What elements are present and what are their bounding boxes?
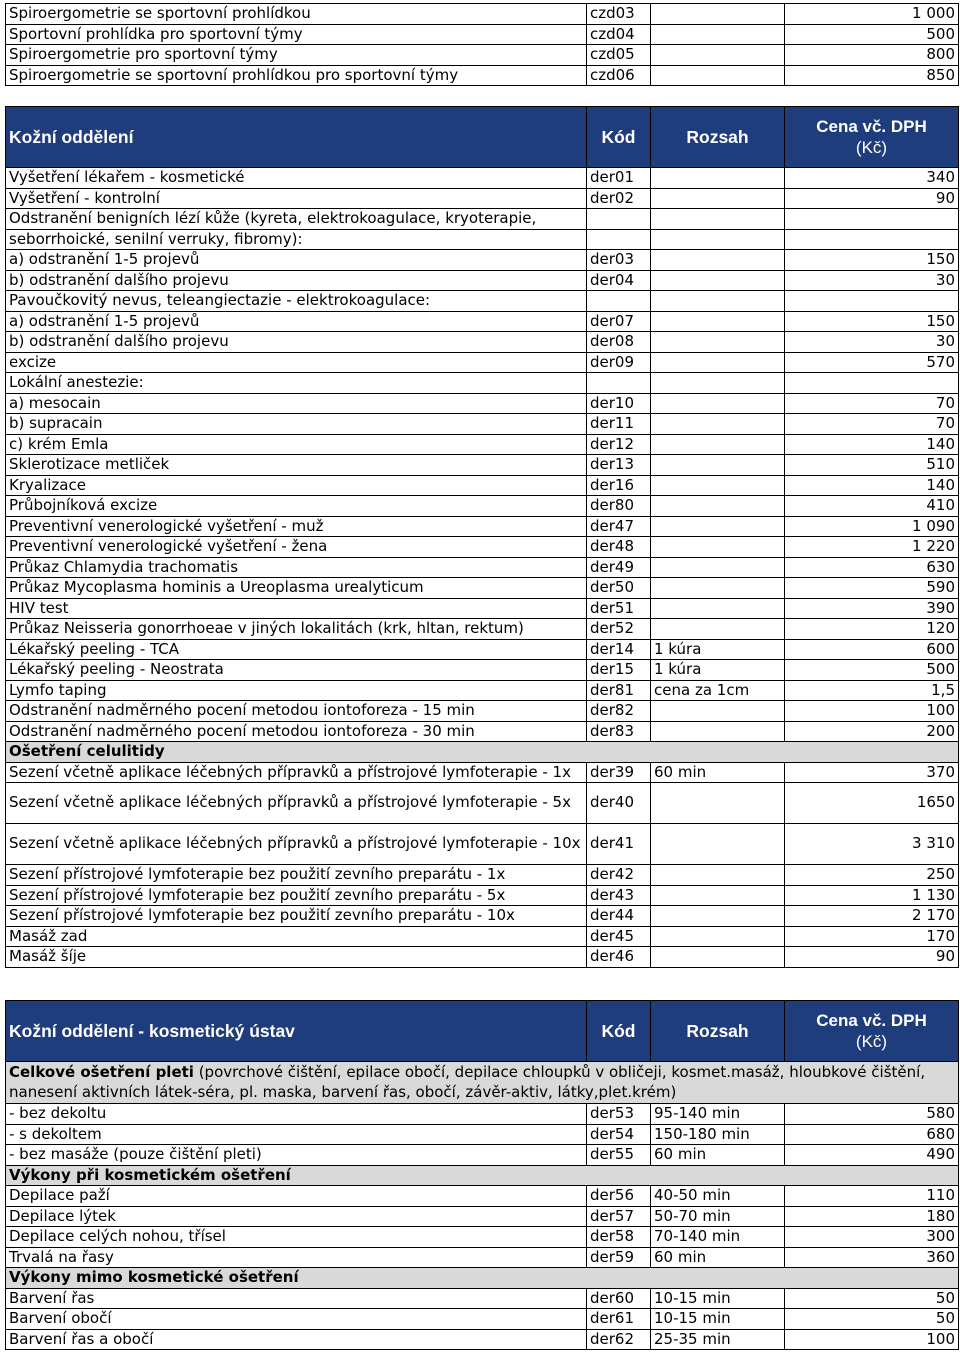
code-column-header: Kód — [587, 1001, 651, 1062]
service-name: Lokální anestezie: — [6, 373, 587, 394]
full-skin-treatment-rows — [6, 1104, 959, 1166]
service-code: der02 — [587, 188, 651, 209]
service-price: 50 — [785, 1288, 959, 1309]
service-code: der51 — [587, 598, 651, 619]
service-range — [651, 229, 785, 250]
service-name: Trvalá na řasy — [6, 1247, 587, 1268]
price-row — [6, 1124, 959, 1145]
price-row — [6, 434, 959, 455]
service-code: der42 — [587, 865, 651, 886]
price-row — [6, 250, 959, 271]
service-code: der80 — [587, 496, 651, 517]
service-name: Kryalizace — [6, 475, 587, 496]
service-name: Sezení včetně aplikace léčebných přípravků a přístrojové lymfoterapie - 10x — [6, 824, 587, 865]
service-range: 150-180 min — [651, 1124, 785, 1145]
service-range — [651, 619, 785, 640]
service-price: 850 — [785, 65, 959, 86]
service-range — [651, 578, 785, 599]
service-range: 10-15 min — [651, 1309, 785, 1330]
price-row — [6, 4, 959, 25]
price-row — [6, 783, 959, 824]
price-row — [6, 168, 959, 189]
price-row — [6, 947, 959, 968]
dermatology-rows — [6, 168, 959, 742]
price-row — [6, 1206, 959, 1227]
service-price: 490 — [785, 1145, 959, 1166]
service-code — [587, 209, 651, 230]
service-range — [651, 270, 785, 291]
service-price: 30 — [785, 270, 959, 291]
service-name: Pavoučkovitý nevus, teleangiectazie - elektrokoagulace: — [6, 291, 587, 312]
service-name: Barvení obočí — [6, 1309, 587, 1330]
service-code: der52 — [587, 619, 651, 640]
service-name: a) mesocain — [6, 393, 587, 414]
service-name: Masáž zad — [6, 926, 587, 947]
service-range — [651, 885, 785, 906]
service-price: 2 170 — [785, 906, 959, 927]
service-price: 120 — [785, 619, 959, 640]
service-code: der12 — [587, 434, 651, 455]
service-range — [651, 721, 785, 742]
price-row — [6, 598, 959, 619]
service-name: HIV test — [6, 598, 587, 619]
service-price: 150 — [785, 250, 959, 271]
price-header-unit: (Kč) — [855, 138, 888, 157]
service-code: der11 — [587, 414, 651, 435]
service-price: 110 — [785, 1186, 959, 1207]
service-price: 500 — [785, 24, 959, 45]
service-range — [651, 516, 785, 537]
section-header-row — [6, 1268, 959, 1289]
full-skin-treatment-row — [6, 1062, 959, 1104]
service-code: czd04 — [587, 24, 651, 45]
service-price: 1 130 — [785, 885, 959, 906]
service-name: Depilace celých nohou, třísel — [6, 1227, 587, 1248]
service-price: 300 — [785, 1227, 959, 1248]
service-price: 370 — [785, 762, 959, 783]
range-column-header: Rozsah — [651, 1001, 785, 1062]
service-range: 40-50 min — [651, 1186, 785, 1207]
service-name: Barvení řas a obočí — [6, 1329, 587, 1350]
service-code — [587, 291, 651, 312]
service-name: Lékařský peeling - Neostrata — [6, 660, 587, 681]
service-price: 140 — [785, 434, 959, 455]
full-skin-treatment-details: (povrchové čištění, epilace obočí, depilace chloupků v obličeji, kosmet.masáž, hloubkové čištění, nanesení aktivních látek-séra, pl. maska, barvení řas, obočí, závěr-aktiv, látky,plet.krém) — [9, 1063, 926, 1101]
service-price: 1 000 — [785, 4, 959, 25]
service-code: der09 — [587, 352, 651, 373]
service-range — [651, 475, 785, 496]
cosmetic-procedures-rows — [6, 1186, 959, 1268]
service-name: a) odstranění 1-5 projevů — [6, 250, 587, 271]
price-row — [6, 65, 959, 86]
section-header-row — [6, 1165, 959, 1186]
service-code: der15 — [587, 660, 651, 681]
price-row — [6, 1247, 959, 1268]
other-procedures-section-title: Výkony mimo kosmetické ošetření — [6, 1268, 959, 1289]
service-range — [651, 332, 785, 353]
service-price: 500 — [785, 660, 959, 681]
service-name: Sezení přístrojové lymfoterapie bez použití zevního preparátu - 5x — [6, 885, 587, 906]
price-header-unit: (Kč) — [855, 1032, 888, 1051]
service-code: der01 — [587, 168, 651, 189]
service-code: der13 — [587, 455, 651, 476]
service-code: der43 — [587, 885, 651, 906]
service-price: 200 — [785, 721, 959, 742]
service-range — [651, 947, 785, 968]
sports-price-table — [5, 3, 959, 86]
service-code: der62 — [587, 1329, 651, 1350]
service-code: der54 — [587, 1124, 651, 1145]
service-price: 180 — [785, 1206, 959, 1227]
price-row — [6, 1309, 959, 1330]
cosmetic-price-table — [5, 1000, 959, 1350]
service-name: Sezení přístrojové lymfoterapie bez použití zevního preparátu - 10x — [6, 906, 587, 927]
service-name: Spiroergometrie pro sportovní týmy — [6, 45, 587, 66]
dermatology-price-table — [5, 106, 959, 968]
service-code: der44 — [587, 906, 651, 927]
service-range — [651, 373, 785, 394]
service-range — [651, 783, 785, 824]
price-row — [6, 332, 959, 353]
service-price: 800 — [785, 45, 959, 66]
lymphotherapy-rows — [6, 865, 959, 968]
service-price — [785, 209, 959, 230]
service-price: 600 — [785, 639, 959, 660]
service-range — [651, 537, 785, 558]
service-price: 510 — [785, 455, 959, 476]
service-code: der14 — [587, 639, 651, 660]
service-price: 570 — [785, 352, 959, 373]
service-name: Odstranění benigních lézí kůže (kyreta, elektrokoagulace, kryoterapie, — [6, 209, 587, 230]
service-name: Sportovní prohlídka pro sportovní týmy — [6, 24, 587, 45]
price-row — [6, 557, 959, 578]
price-row — [6, 414, 959, 435]
price-row — [6, 885, 959, 906]
price-row — [6, 1329, 959, 1350]
service-name: c) krém Emla — [6, 434, 587, 455]
service-price: 410 — [785, 496, 959, 517]
service-range: cena za 1cm — [651, 680, 785, 701]
service-range: 25-35 min — [651, 1329, 785, 1350]
service-name: Depilace paží — [6, 1186, 587, 1207]
service-range — [651, 824, 785, 865]
service-range — [651, 455, 785, 476]
service-range: 1 kúra — [651, 639, 785, 660]
service-range — [651, 393, 785, 414]
service-name: Průkaz Mycoplasma hominis a Ureoplasma urealyticum — [6, 578, 587, 599]
cellulite-section-title: Ošetření celulitidy — [6, 742, 959, 763]
dermatology-header-row — [6, 107, 959, 168]
cosmetic-title: Kožní oddělení - kosmetický ústav — [6, 1001, 587, 1062]
service-code: der60 — [587, 1288, 651, 1309]
service-range — [651, 352, 785, 373]
service-name: excize — [6, 352, 587, 373]
service-code: der04 — [587, 270, 651, 291]
price-row — [6, 701, 959, 722]
price-row — [6, 824, 959, 865]
service-range: 60 min — [651, 762, 785, 783]
service-code: der58 — [587, 1227, 651, 1248]
price-row — [6, 229, 959, 250]
service-name: a) odstranění 1-5 projevů — [6, 311, 587, 332]
price-row — [6, 475, 959, 496]
service-range — [651, 168, 785, 189]
service-code: der45 — [587, 926, 651, 947]
service-name: Depilace lýtek — [6, 1206, 587, 1227]
range-column-header: Rozsah — [651, 107, 785, 168]
code-column-header: Kód — [587, 107, 651, 168]
service-name: Spiroergometrie se sportovní prohlídkou pro sportovní týmy — [6, 65, 587, 86]
dermatology-title: Kožní oddělení — [6, 107, 587, 168]
service-price: 1650 — [785, 783, 959, 824]
service-code: der81 — [587, 680, 651, 701]
price-row — [6, 352, 959, 373]
price-row — [6, 516, 959, 537]
price-row — [6, 24, 959, 45]
cosmetic-header-row — [6, 1001, 959, 1062]
service-range — [651, 434, 785, 455]
service-range — [651, 45, 785, 66]
service-range: 70-140 min — [651, 1227, 785, 1248]
service-code: czd03 — [587, 4, 651, 25]
service-range — [651, 557, 785, 578]
service-name: Odstranění nadměrného pocení metodou iontoforeza - 30 min — [6, 721, 587, 742]
price-row — [6, 291, 959, 312]
service-code: der39 — [587, 762, 651, 783]
service-price: 390 — [785, 598, 959, 619]
service-name: - bez dekoltu — [6, 1104, 587, 1125]
service-range — [651, 250, 785, 271]
service-price: 50 — [785, 1309, 959, 1330]
service-range — [651, 24, 785, 45]
service-price: 90 — [785, 188, 959, 209]
service-name: Preventivní venerologické vyšetření - muž — [6, 516, 587, 537]
service-code: der46 — [587, 947, 651, 968]
section-header-row — [6, 742, 959, 763]
service-price: 150 — [785, 311, 959, 332]
service-name: Sklerotizace metliček — [6, 455, 587, 476]
price-row — [6, 209, 959, 230]
other-procedures-rows — [6, 1288, 959, 1350]
price-row — [6, 45, 959, 66]
service-range — [651, 598, 785, 619]
service-price: 680 — [785, 1124, 959, 1145]
full-skin-treatment-title: Celkové ošetření pleti — [9, 1063, 194, 1081]
service-range — [651, 926, 785, 947]
service-price: 70 — [785, 414, 959, 435]
price-row — [6, 455, 959, 476]
service-range — [651, 209, 785, 230]
service-price: 1 090 — [785, 516, 959, 537]
price-header-label: Cena vč. DPH — [816, 117, 927, 136]
service-price: 340 — [785, 168, 959, 189]
service-price: 3 310 — [785, 824, 959, 865]
service-name: Sezení včetně aplikace léčebných přípravků a přístrojové lymfoterapie - 5x — [6, 783, 587, 824]
price-header-label: Cena vč. DPH — [816, 1011, 927, 1030]
service-name: Průbojníková excize — [6, 496, 587, 517]
service-code: der47 — [587, 516, 651, 537]
service-name: - bez masáže (pouze čištění pleti) — [6, 1145, 587, 1166]
service-name: b) supracain — [6, 414, 587, 435]
service-name: seborrhoické, senilní verruky, fibromy): — [6, 229, 587, 250]
service-code: der50 — [587, 578, 651, 599]
price-row — [6, 270, 959, 291]
service-code: der16 — [587, 475, 651, 496]
price-column-header — [785, 1001, 959, 1062]
service-name: Sezení přístrojové lymfoterapie bez použití zevního preparátu - 1x — [6, 865, 587, 886]
price-column-header — [785, 107, 959, 168]
price-row — [6, 1186, 959, 1207]
service-name: Vyšetření - kontrolní — [6, 188, 587, 209]
service-code — [587, 229, 651, 250]
service-price: 360 — [785, 1247, 959, 1268]
service-code: der40 — [587, 783, 651, 824]
price-row — [6, 537, 959, 558]
service-name: Barvení řas — [6, 1288, 587, 1309]
service-name: Sezení včetně aplikace léčebných přípravků a přístrojové lymfoterapie - 1x — [6, 762, 587, 783]
price-row — [6, 1104, 959, 1125]
price-row — [6, 721, 959, 742]
service-name: Vyšetření lékařem - kosmetické — [6, 168, 587, 189]
service-code — [587, 373, 651, 394]
price-row — [6, 373, 959, 394]
service-code: der48 — [587, 537, 651, 558]
service-price: 1,5 — [785, 680, 959, 701]
service-range — [651, 701, 785, 722]
service-price: 580 — [785, 1104, 959, 1125]
service-price: 590 — [785, 578, 959, 599]
service-range — [651, 906, 785, 927]
service-code: der56 — [587, 1186, 651, 1207]
price-row — [6, 393, 959, 414]
service-name: Preventivní venerologické vyšetření - žena — [6, 537, 587, 558]
service-range — [651, 414, 785, 435]
service-name: Spiroergometrie se sportovní prohlídkou — [6, 4, 587, 25]
service-range: 50-70 min — [651, 1206, 785, 1227]
price-row — [6, 906, 959, 927]
service-range: 10-15 min — [651, 1288, 785, 1309]
cosmetic-procedures-section-title: Výkony při kosmetickém ošetření — [6, 1165, 959, 1186]
service-code: der59 — [587, 1247, 651, 1268]
price-row — [6, 639, 959, 660]
service-name: b) odstranění dalšího projevu — [6, 270, 587, 291]
service-range — [651, 188, 785, 209]
service-price: 100 — [785, 701, 959, 722]
service-code: der10 — [587, 393, 651, 414]
service-range — [651, 311, 785, 332]
price-row — [6, 1288, 959, 1309]
service-price: 100 — [785, 1329, 959, 1350]
price-row — [6, 619, 959, 640]
price-row — [6, 311, 959, 332]
service-name: Lymfo taping — [6, 680, 587, 701]
price-row — [6, 188, 959, 209]
service-code: der55 — [587, 1145, 651, 1166]
price-row — [6, 496, 959, 517]
service-code: der07 — [587, 311, 651, 332]
price-row — [6, 660, 959, 681]
service-range — [651, 65, 785, 86]
service-price: 30 — [785, 332, 959, 353]
price-row — [6, 926, 959, 947]
price-row — [6, 578, 959, 599]
service-name: - s dekoltem — [6, 1124, 587, 1145]
service-price — [785, 229, 959, 250]
service-name: Lékařský peeling - TCA — [6, 639, 587, 660]
service-price: 1 220 — [785, 537, 959, 558]
service-code: der57 — [587, 1206, 651, 1227]
service-price: 70 — [785, 393, 959, 414]
service-price: 140 — [785, 475, 959, 496]
service-price: 630 — [785, 557, 959, 578]
service-price: 250 — [785, 865, 959, 886]
service-price — [785, 291, 959, 312]
full-skin-treatment-description — [6, 1062, 959, 1104]
service-code: der83 — [587, 721, 651, 742]
cellulite-rows — [6, 762, 959, 865]
price-row — [6, 865, 959, 886]
service-price: 170 — [785, 926, 959, 947]
service-name: b) odstranění dalšího projevu — [6, 332, 587, 353]
service-code: czd05 — [587, 45, 651, 66]
service-code: der53 — [587, 1104, 651, 1125]
service-range: 95-140 min — [651, 1104, 785, 1125]
service-code: der82 — [587, 701, 651, 722]
price-row — [6, 680, 959, 701]
service-code: der61 — [587, 1309, 651, 1330]
service-price — [785, 373, 959, 394]
service-name: Odstranění nadměrného pocení metodou iontoforeza - 15 min — [6, 701, 587, 722]
service-range — [651, 865, 785, 886]
price-row — [6, 762, 959, 783]
service-code: der03 — [587, 250, 651, 271]
price-row — [6, 1145, 959, 1166]
service-code: der08 — [587, 332, 651, 353]
service-code: czd06 — [587, 65, 651, 86]
service-name: Masáž šíje — [6, 947, 587, 968]
service-code: der41 — [587, 824, 651, 865]
service-range — [651, 4, 785, 25]
service-name: Průkaz Neisseria gonorrhoeae v jiných lokalitách (krk, hltan, rektum) — [6, 619, 587, 640]
service-name: Průkaz Chlamydia trachomatis — [6, 557, 587, 578]
service-price: 90 — [785, 947, 959, 968]
sports-rows — [6, 4, 959, 86]
service-range: 1 kúra — [651, 660, 785, 681]
service-range — [651, 496, 785, 517]
price-row — [6, 1227, 959, 1248]
service-code: der49 — [587, 557, 651, 578]
service-range — [651, 291, 785, 312]
service-range: 60 min — [651, 1247, 785, 1268]
service-range: 60 min — [651, 1145, 785, 1166]
